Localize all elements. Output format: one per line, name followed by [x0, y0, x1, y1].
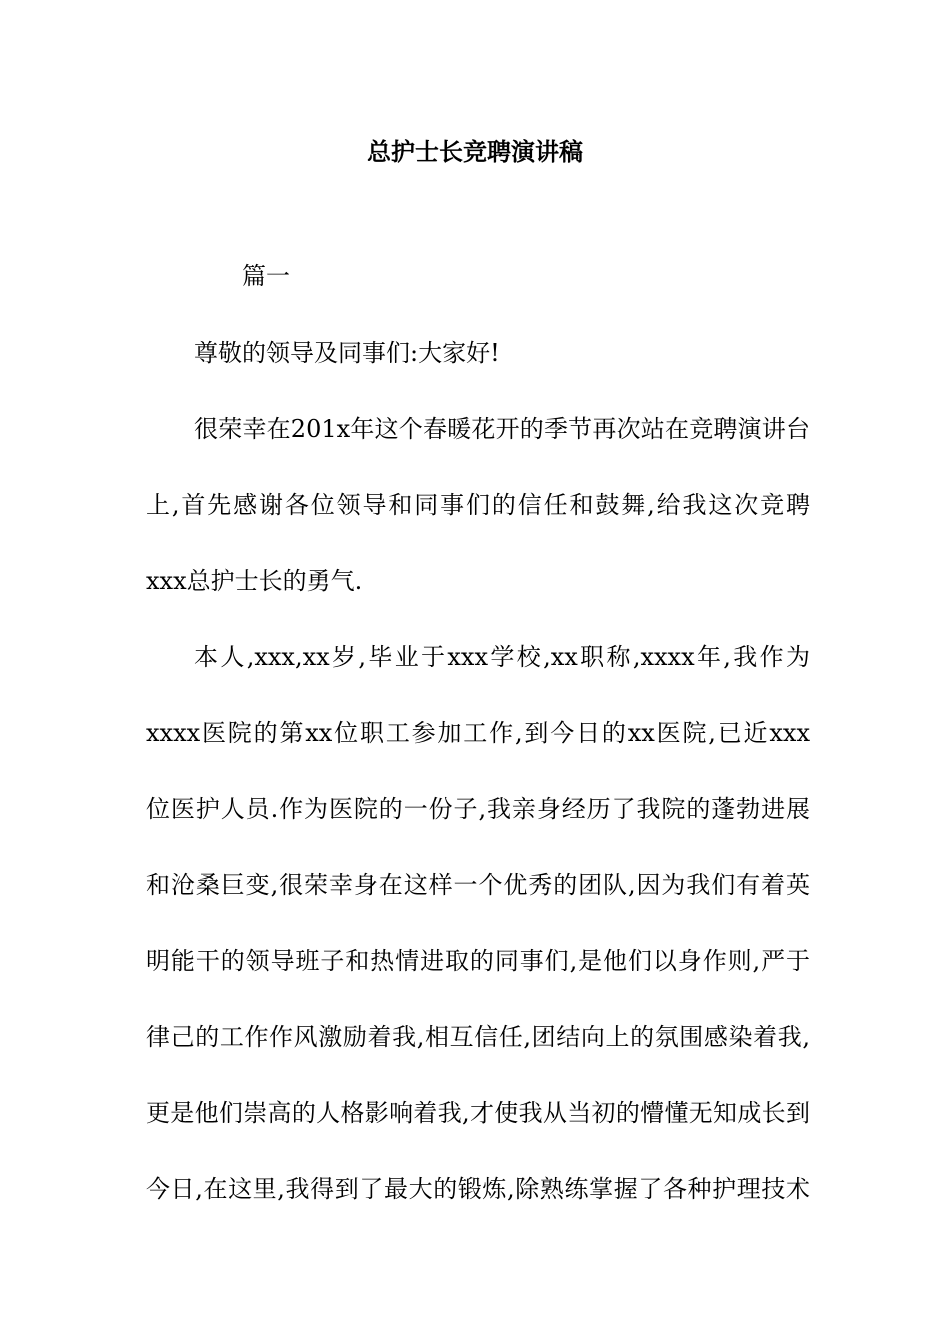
paragraph-line: 律己的工作作风激励着我,相互信任,团结向上的氛围感染着我,: [146, 1023, 810, 1051]
paragraph-line: 今日,在这里,我得到了最大的锻炼,除熟练掌握了各种护理技术: [146, 1175, 810, 1203]
paragraph-line: 上,首先感谢各位领导和同事们的信任和鼓舞,给我这次竞聘: [146, 491, 810, 519]
paragraph-line: 更是他们崇高的人格影响着我,才使我从当初的懵懂无知成长到: [146, 1099, 810, 1127]
paragraph-line: 明能干的领导班子和热情进取的同事们,是他们以身作则,严于: [146, 947, 810, 975]
document-title: 总护士长竞聘演讲稿: [367, 137, 583, 166]
paragraph-line: xxx总护士长的勇气.: [146, 567, 363, 595]
paragraph-line: 很荣幸在201x年这个春暖花开的季节再次站在竞聘演讲台: [194, 415, 810, 443]
paragraph-line: 和沧桑巨变,很荣幸身在这样一个优秀的团队,因为我们有着英: [146, 871, 810, 899]
greeting-line: 尊敬的领导及同事们:大家好!: [194, 339, 500, 367]
paragraph-line: 本人,xxx,xx岁,毕业于xxx学校,xx职称,xxxx年,我作为: [194, 643, 810, 671]
paragraph-line: 位医护人员.作为医院的一份子,我亲身经历了我院的蓬勃进展: [146, 795, 810, 823]
section-label: 篇一: [242, 262, 290, 290]
paragraph-line: xxxx医院的第xx位职工参加工作,到今日的xx医院,已近xxx: [146, 719, 810, 747]
